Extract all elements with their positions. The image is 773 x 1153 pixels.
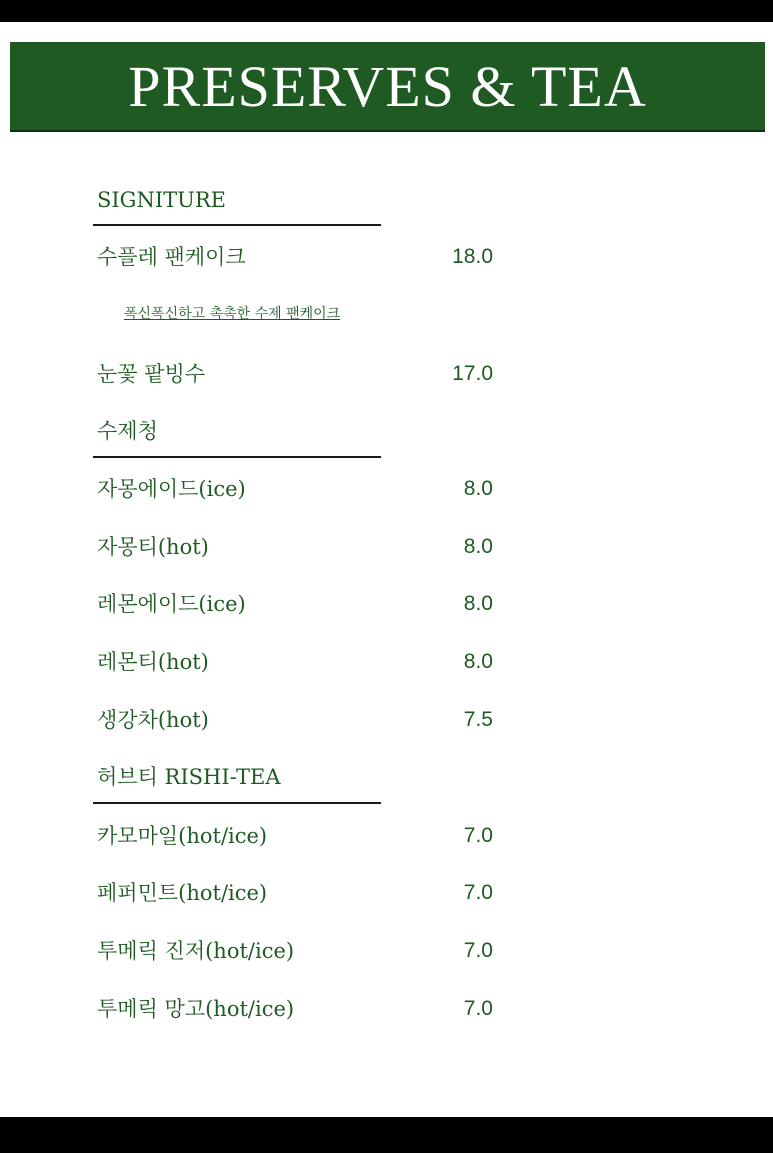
menu-list — [0, 22, 773, 1117]
menu-item-price: 8.0 — [463, 650, 493, 673]
menu-item-name: 생강차(hot) — [97, 708, 209, 732]
menu-item-name: 투메릭 진저(hot/ice) — [97, 939, 295, 963]
menu-item-price: 8.0 — [463, 477, 493, 500]
section-title-handmade-syrup: 수제청 — [97, 419, 158, 443]
menu-page — [0, 22, 773, 1117]
section-title-signiture: SIGNITURE — [97, 188, 226, 212]
section-divider — [93, 456, 381, 458]
menu-item-price: 7.0 — [463, 824, 493, 847]
menu-item-price: 8.0 — [463, 592, 493, 615]
menu-item-name: 레몬에이드(ice) — [97, 592, 246, 616]
menu-item-name: 자몽에이드(ice) — [97, 477, 246, 501]
section-divider — [93, 224, 381, 226]
menu-item-price: 17.0 — [452, 362, 493, 385]
menu-item-price: 7.0 — [463, 939, 493, 962]
menu-item-price: 8.0 — [463, 535, 493, 558]
menu-item-price: 18.0 — [452, 245, 493, 268]
menu-item-name: 카모마일(hot/ice) — [97, 824, 268, 848]
menu-item-price: 7.5 — [463, 708, 493, 731]
menu-item-price: 7.0 — [463, 997, 493, 1020]
menu-item-name: 페퍼민트(hot/ice) — [97, 881, 268, 905]
menu-item-name: 눈꽃 팥빙수 — [97, 362, 206, 386]
menu-item-name: 레몬티(hot) — [97, 650, 209, 674]
menu-item-name: 수플레 팬케이크 — [97, 245, 246, 269]
menu-title: PRESERVES & TEA — [128, 53, 647, 119]
section-title-herb-tea: 허브티 RISHI-TEA — [97, 765, 281, 789]
section-divider — [93, 802, 381, 804]
menu-item-price: 7.0 — [463, 881, 493, 904]
menu-item-name: 자몽티(hot) — [97, 535, 209, 559]
menu-item-name: 투메릭 망고(hot/ice) — [97, 997, 295, 1021]
menu-item-description: 폭신폭신하고 촉촉한 수제 팬케이크 — [124, 306, 341, 322]
